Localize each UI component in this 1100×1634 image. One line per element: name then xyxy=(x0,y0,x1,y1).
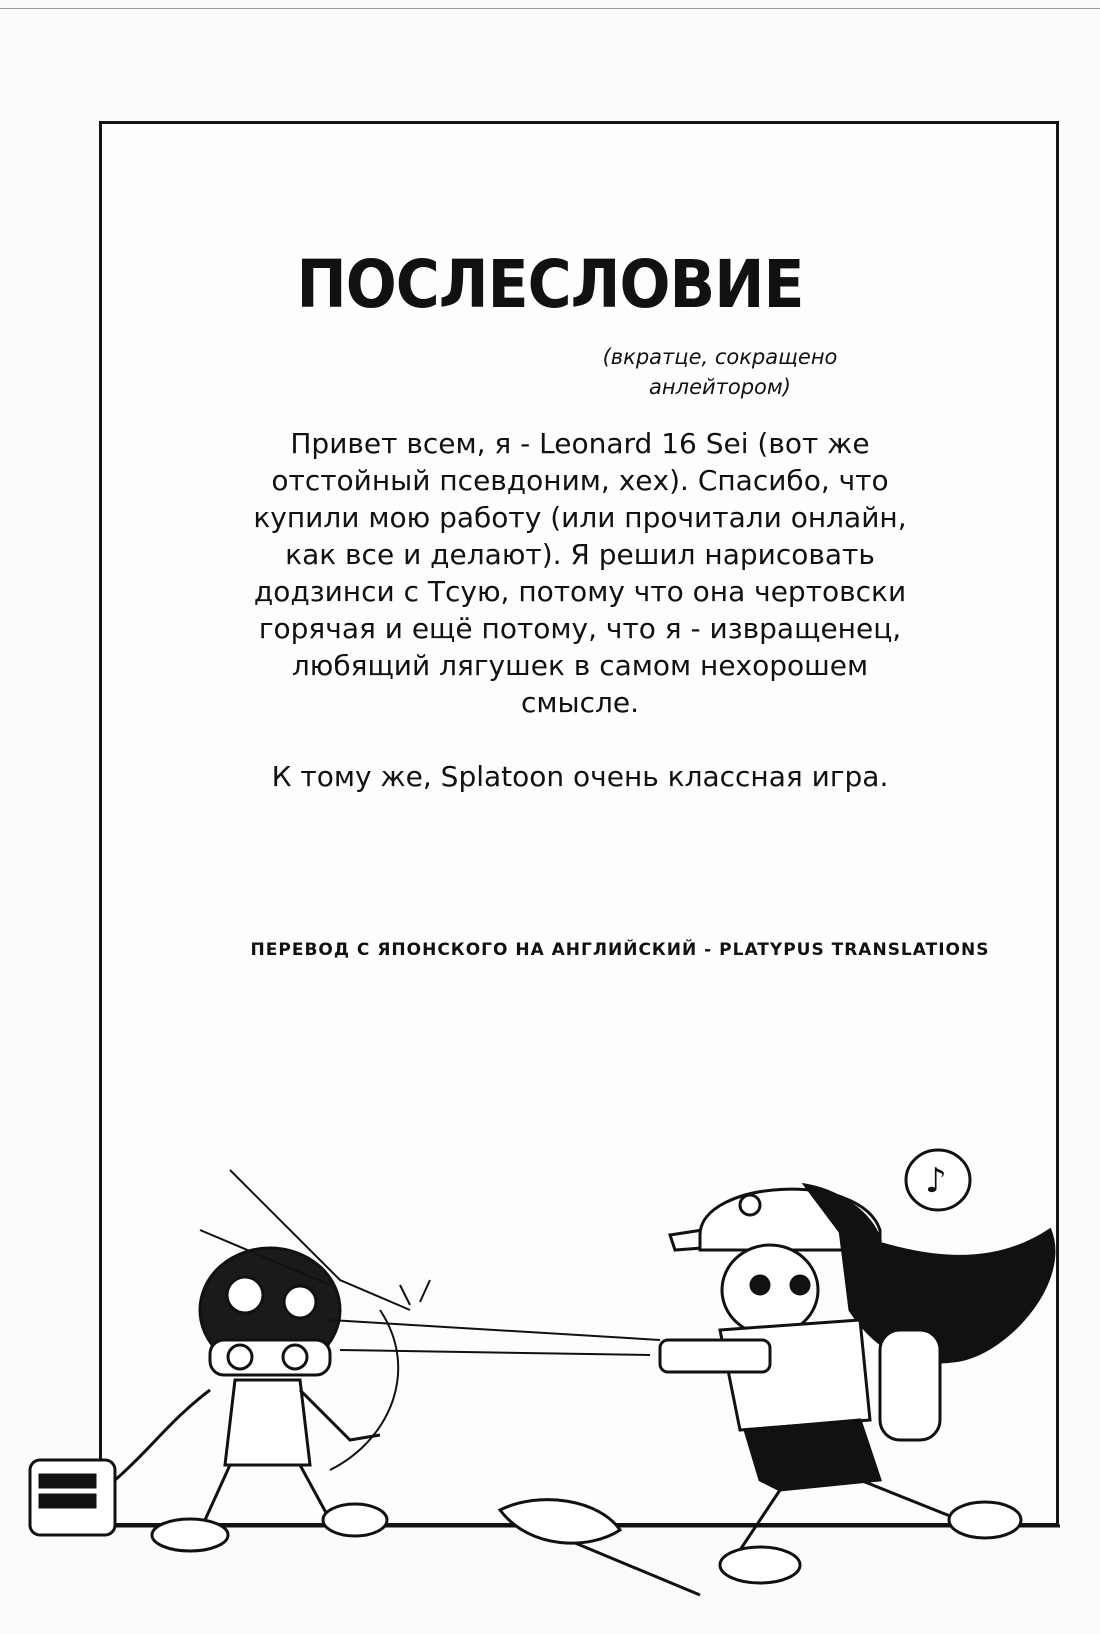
subtitle-line-2: анлейтором) xyxy=(649,375,791,399)
music-note-icon: ♪ xyxy=(925,1161,947,1201)
right-shoe-2 xyxy=(949,1502,1021,1538)
afterword-paragraph-2: К тому же, Splatoon очень классная игра. xyxy=(271,760,889,793)
left-shoe-1 xyxy=(152,1519,228,1551)
right-shoe-1 xyxy=(720,1547,800,1583)
girl-shorts xyxy=(745,1420,880,1490)
backpack xyxy=(880,1330,940,1440)
broom xyxy=(500,1500,700,1595)
afterword-title: ПОСЛЕСЛОВИЕ xyxy=(296,246,804,324)
afterword-paragraph-1: Привет всем, я - Leonard 16 Sei (вот же отстойный псевдоним, хех). Спасибо, что купили мою работу (или прочитали онлайн, как все и делают). Я решил нарисовать додзинси с Тсую, потому что она чертовски горячая и ещё потому, что я - извращенец, любящий лягушек в самом нехорошем смысле. xyxy=(253,427,907,719)
water-gun xyxy=(660,1340,770,1372)
long-hair xyxy=(840,1230,1054,1362)
tsuyu-figure xyxy=(660,1185,1054,1583)
squid-kid-figure xyxy=(30,1248,387,1551)
top-rule xyxy=(0,8,1100,9)
paint-roller-handle xyxy=(115,1390,210,1480)
chase-illustration xyxy=(0,1161,1100,1634)
squid-body xyxy=(225,1380,310,1465)
afterword-body xyxy=(230,425,930,795)
girl-shirt xyxy=(720,1320,870,1430)
left-shoe-2 xyxy=(323,1504,387,1536)
translation-credit: ПЕРЕВОД С ЯПОНСКОГО НА АНГЛИЙСКИЙ - PLATYPUS TRANSLATIONS xyxy=(250,940,990,960)
subtitle-line-1: (вкратце, сокращено xyxy=(602,345,838,369)
subtitle-note xyxy=(585,342,855,402)
